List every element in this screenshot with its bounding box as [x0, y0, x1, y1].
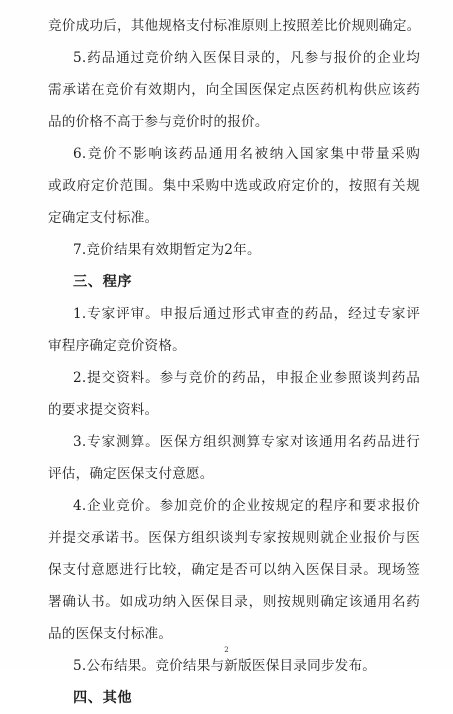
paragraph-line: 5.公布结果。竞价结果与新版医保目录同步发布。 [73, 658, 377, 674]
paragraph-line: 4.企业竞价。参加竞价的企业按规定的程序和要求报价 [73, 498, 420, 514]
paragraph-line: 竞价成功后，其他规格支付标准原则上按照差比价规则确定。 [48, 18, 420, 34]
paragraph-line: 2.提交资料。参与竞价的药品，申报企业参照谈判药品 [73, 370, 420, 386]
document-body [48, 10, 420, 714]
paragraph-line: 6.竞价不影响该药品通用名被纳入国家集中带量采购 [73, 146, 420, 162]
paragraph-line: 评估，确定医保支付意愿。 [48, 466, 214, 482]
paragraph-line: 品的医保支付标准。 [48, 626, 173, 642]
paragraph-line: 并提交承诺书。医保方组织谈判专家按规则就企业报价与医 [48, 530, 420, 546]
paragraph-line: 1.专家评审。申报后通过形式审查的药品，经过专家评 [73, 306, 420, 322]
paragraph-line: 3.专家测算。医保方组织测算专家对该通用名药品进行 [73, 434, 420, 450]
page-number: 2 [224, 646, 229, 654]
paragraph-line: 定确定支付标准。 [48, 210, 159, 226]
section-heading: 四、其他 [73, 690, 133, 706]
paragraph-line: 7.竞价结果有效期暂定为2年。 [73, 242, 261, 258]
paragraph-line: 5.药品通过竞价纳入医保目录的，凡参与报价的企业均 [73, 50, 420, 66]
paragraph-line: 或政府定价范围。集中采购中选或政府定价的，按照有关规 [48, 178, 420, 194]
section-heading: 三、程序 [73, 274, 133, 290]
paragraph-line: 需承诺在竞价有效期内，向全国医保定点医药机构供应该药 [48, 82, 420, 98]
paragraph-line: 的要求提交资料。 [48, 402, 159, 418]
paragraph-line: 审程序确定竞价资格。 [48, 338, 186, 354]
paragraph-line: 品的价格不高于参与竞价时的报价。 [48, 114, 269, 130]
paragraph-line: 署确认书。如成功纳入医保目录，则按规则确定该通用名药 [48, 594, 420, 610]
paragraph-line: 保支付意愿进行比较，确定是否可以纳入医保目录。现场签 [48, 562, 420, 578]
